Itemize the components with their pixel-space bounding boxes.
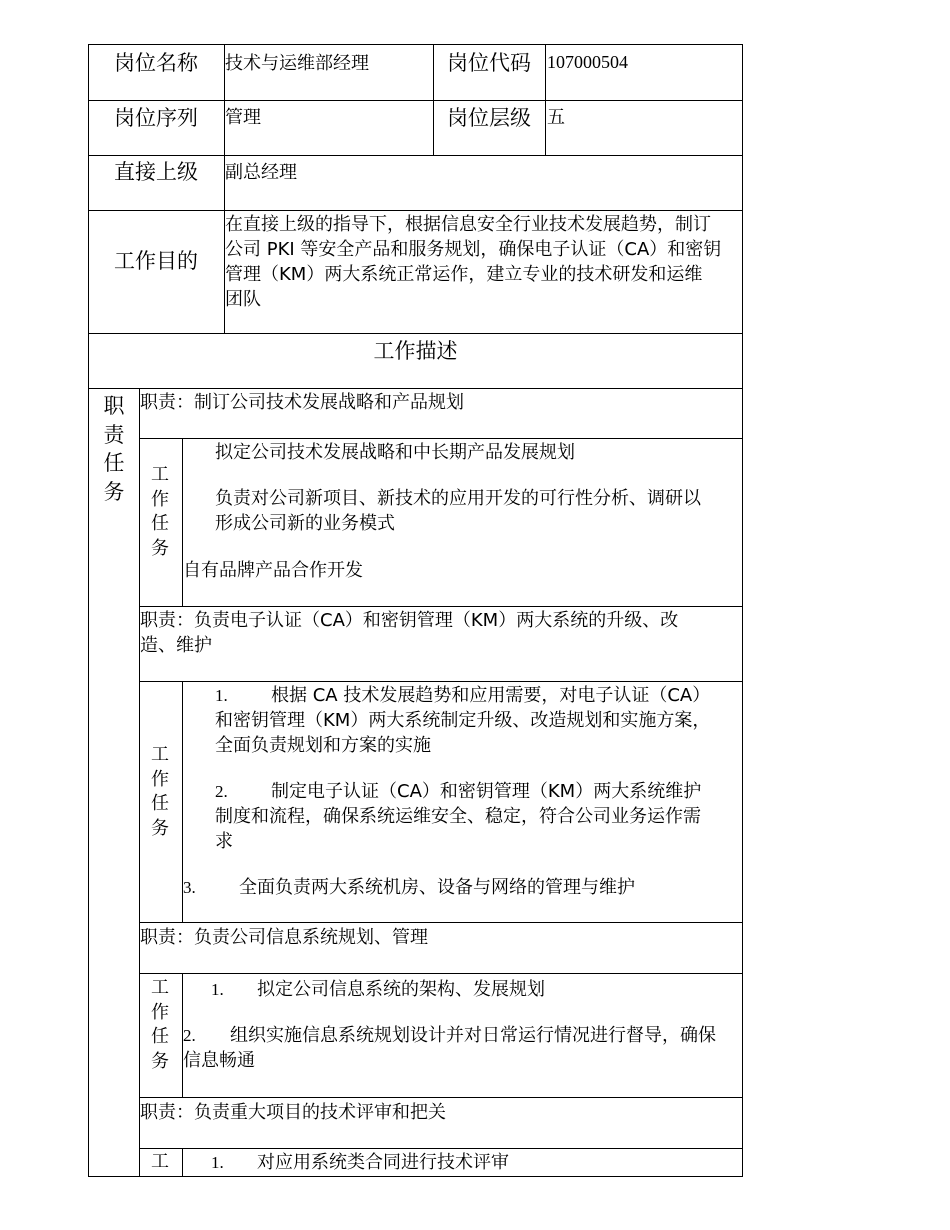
task-label: 工 作 任 务 bbox=[151, 977, 169, 1072]
row-divider bbox=[139, 973, 743, 974]
sequence-label: 岗位序列 bbox=[114, 106, 198, 130]
task-label: 工 bbox=[151, 1151, 169, 1172]
supervisor-label: 直接上级 bbox=[114, 160, 198, 184]
task-number: 3. bbox=[183, 878, 196, 897]
row-divider bbox=[139, 438, 743, 439]
position-code-label: 岗位代码 bbox=[447, 51, 531, 75]
table-border-bottom bbox=[88, 1176, 743, 1177]
sequence-value: 管理 bbox=[225, 107, 261, 128]
objective-line: 管理（KM）两大系统正常运作，建立专业的技术研发和运维 bbox=[225, 264, 703, 285]
objective-label: 工作目的 bbox=[114, 249, 198, 273]
task-item: 全面负责两大系统机房、设备与网络的管理与维护 bbox=[239, 877, 635, 898]
row-divider bbox=[139, 606, 743, 607]
side-label-char: 任 bbox=[103, 451, 125, 475]
task-item: 全面负责规划和方案的实施 bbox=[215, 735, 431, 756]
duty-heading: 造、维护 bbox=[140, 635, 212, 656]
task-item: 求 bbox=[215, 831, 233, 852]
task-item: 根据 CA 技术发展趋势和应用需要，对电子认证（CA） bbox=[271, 685, 711, 706]
duties-side-label bbox=[89, 392, 139, 506]
task-number: 2. bbox=[215, 782, 228, 801]
task-item: 和密钥管理（KM）两大系统制定升级、改造规划和实施方案， bbox=[215, 710, 711, 731]
section-title: 工作描述 bbox=[373, 339, 458, 363]
side-label-char: 责 bbox=[103, 422, 125, 447]
position-name-value: 技术与运维部经理 bbox=[225, 53, 369, 74]
level-label: 岗位层级 bbox=[447, 106, 531, 130]
task-item: 制度和流程，确保系统运维安全、稳定，符合公司业务运作需 bbox=[215, 806, 701, 827]
task-item: 自有品牌产品合作开发 bbox=[183, 560, 363, 581]
task-item: 制定电子认证（CA）和密钥管理（KM）两大系统维护 bbox=[271, 781, 702, 802]
objective-line: 团队 bbox=[225, 289, 261, 310]
table-border-top bbox=[88, 44, 743, 45]
duty-heading: 职责：负责公司信息系统规划、管理 bbox=[140, 927, 428, 948]
row-divider bbox=[88, 155, 743, 156]
task-number: 2. bbox=[183, 1026, 196, 1045]
task-label: 工 作 任 务 bbox=[151, 744, 169, 839]
task-number: 1. bbox=[215, 686, 228, 705]
task-item: 形成公司新的业务模式 bbox=[215, 513, 395, 534]
table-border-left bbox=[88, 44, 89, 1177]
side-label-char: 务 bbox=[103, 479, 125, 504]
row-divider bbox=[88, 388, 743, 389]
task-item: 信息畅通 bbox=[183, 1050, 255, 1071]
level-value: 五 bbox=[547, 107, 565, 128]
row-divider bbox=[88, 100, 743, 101]
row-divider bbox=[139, 1097, 743, 1098]
row-divider bbox=[139, 922, 743, 923]
row-divider bbox=[88, 210, 743, 211]
task-item: 负责对公司新项目、新技术的应用开发的可行性分析、调研以 bbox=[215, 488, 701, 509]
duty-heading: 职责：负责重大项目的技术评审和把关 bbox=[140, 1102, 446, 1123]
task-number: 1. bbox=[211, 1153, 224, 1172]
position-name-label: 岗位名称 bbox=[114, 51, 198, 75]
objective-line: 公司 PKI 等安全产品和服务规划，确保电子认证（CA）和密钥 bbox=[225, 239, 722, 260]
row-divider bbox=[88, 333, 743, 334]
duty-heading: 职责：负责电子认证（CA）和密钥管理（KM）两大系统的升级、改 bbox=[140, 610, 679, 631]
side-label-char: 职 bbox=[103, 394, 125, 418]
task-item: 对应用系统类合同进行技术评审 bbox=[257, 1152, 509, 1173]
duty-heading: 职责：制订公司技术发展战略和产品规划 bbox=[140, 392, 464, 413]
col-divider bbox=[545, 44, 546, 156]
row-divider bbox=[139, 681, 743, 682]
position-code-value: 107000504 bbox=[547, 52, 628, 72]
task-item: 拟定公司技术发展战略和中长期产品发展规划 bbox=[215, 442, 575, 463]
table-border-right bbox=[742, 44, 743, 1177]
task-number: 1. bbox=[211, 980, 224, 999]
row-divider bbox=[139, 1148, 743, 1149]
task-label: 工 作 任 务 bbox=[151, 464, 169, 559]
objective-line: 在直接上级的指导下，根据信息安全行业技术发展趋势，制订 bbox=[225, 214, 711, 235]
col-divider bbox=[182, 1148, 183, 1177]
supervisor-value: 副总经理 bbox=[225, 162, 297, 183]
task-item: 组织实施信息系统规划设计并对日常运行情况进行督导，确保 bbox=[230, 1025, 716, 1046]
task-item: 拟定公司信息系统的架构、发展规划 bbox=[257, 979, 545, 1000]
